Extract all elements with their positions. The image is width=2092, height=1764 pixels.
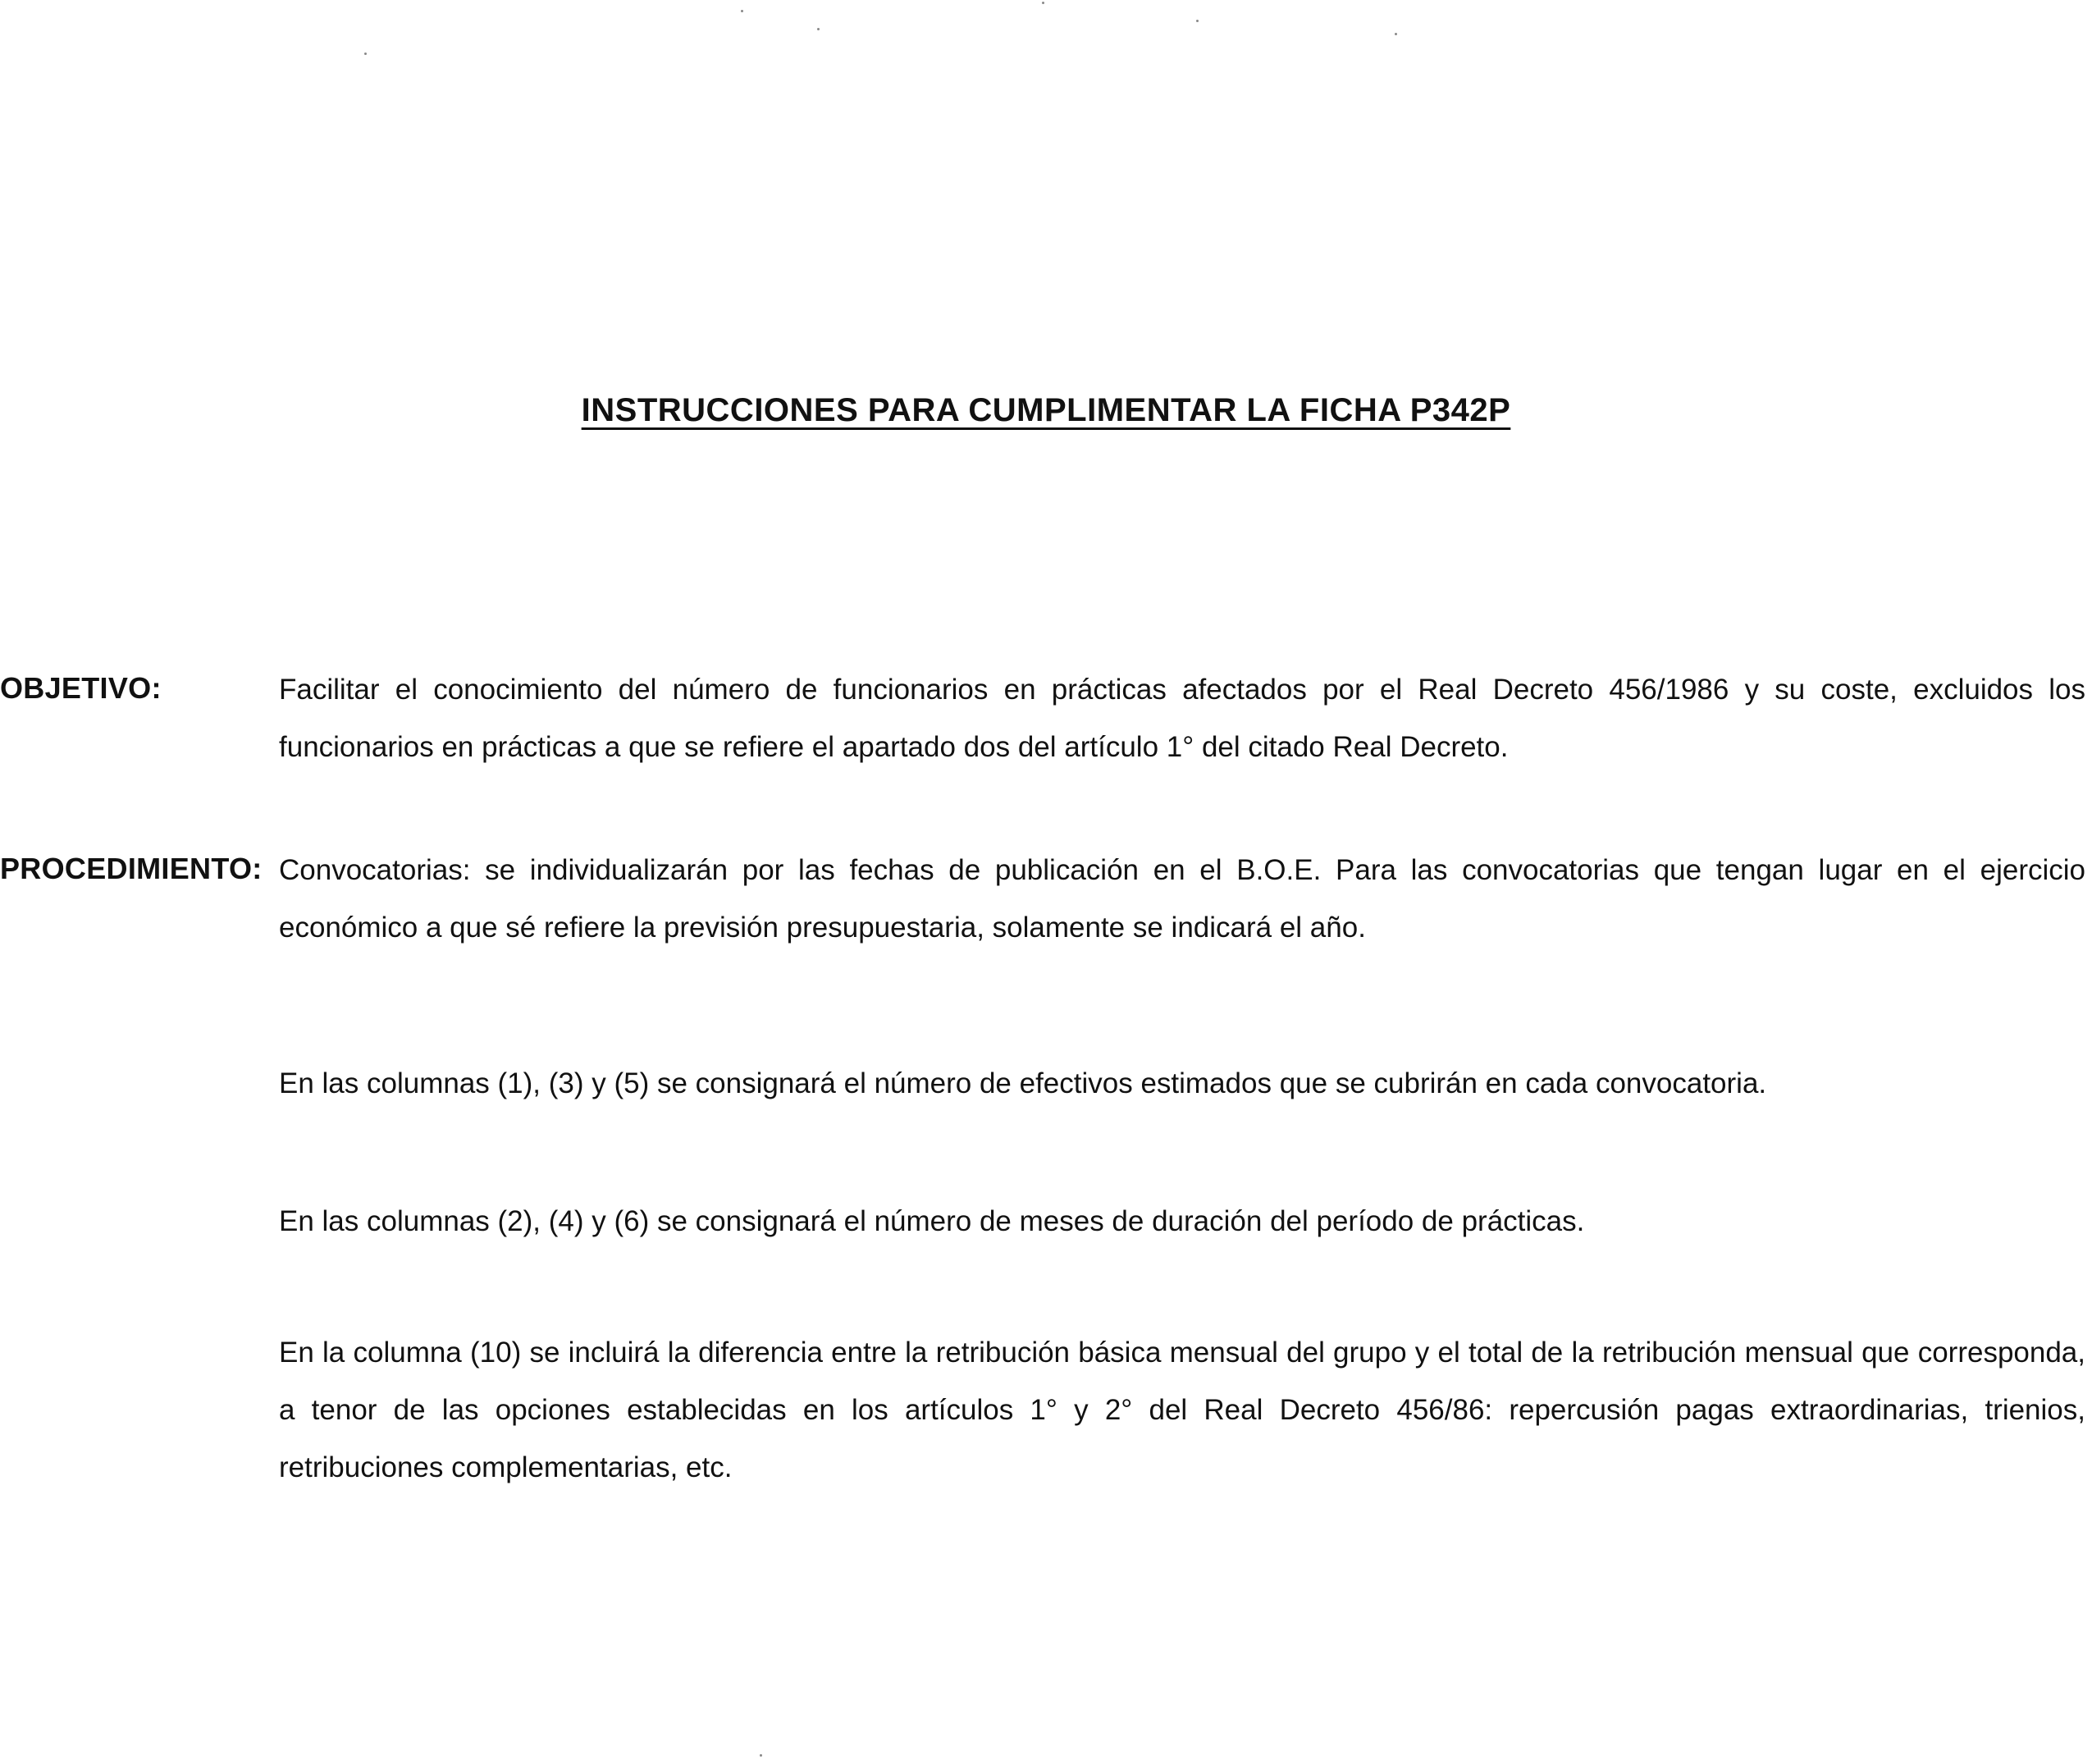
objetivo-text: Facilitar el conocimiento del número de funcionarios en prácticas afectados por el Real Decreto 456/1986 y su coste, excluidos los funcionarios en prácticas a que se refiere el apartado dos del artículo 1° del citado Real Decreto. bbox=[279, 674, 2085, 763]
procedimiento-paragraph-columnas-2-4-6: En las columnas (2), (4) y (6) se consignará el número de meses de duración del período de prácticas. bbox=[279, 1205, 1585, 1237]
scan-speck bbox=[760, 1754, 762, 1757]
scan-speck bbox=[1196, 20, 1199, 22]
document-title bbox=[0, 392, 2092, 429]
procedimiento-paragraph-columna-10: En la columna (10) se incluirá la diferencia entre la retribución básica mensual del grupo y el total de la retribución mensual que corresponda, a tenor de las opciones establecidas en los artículos 1° y 2° del Real Decreto 456/86: repercusión pagas extraordinarias, trienios, retribuciones complementarias, etc. bbox=[279, 1337, 2085, 1483]
procedimiento-paragraph-columnas-1-3-5: En las columnas (1), (3) y (5) se consignará el número de efectivos estimados que se cubrirán en cada convocatoria. bbox=[279, 1067, 1767, 1099]
procedimiento-paragraph-convocatorias: Convocatorias: se individualizarán por las fechas de publicación en el B.O.E. Para las convocatorias que tengan lugar en el ejercicio económico a que sé refiere la previsión presupuestaria, solamente se indicará el año. bbox=[279, 854, 2085, 944]
scan-speck bbox=[741, 10, 743, 12]
document-title-text: INSTRUCCIONES PARA CUMPLIMENTAR LA FICHA P342P bbox=[581, 392, 1511, 428]
scan-speck bbox=[817, 28, 820, 30]
scan-speck bbox=[1042, 2, 1044, 4]
scan-speck bbox=[364, 53, 367, 55]
scan-speck bbox=[1395, 33, 1397, 35]
procedimiento-label: PROCEDIMIENTO: bbox=[0, 852, 263, 885]
objetivo-label: OBJETIVO: bbox=[0, 671, 162, 705]
